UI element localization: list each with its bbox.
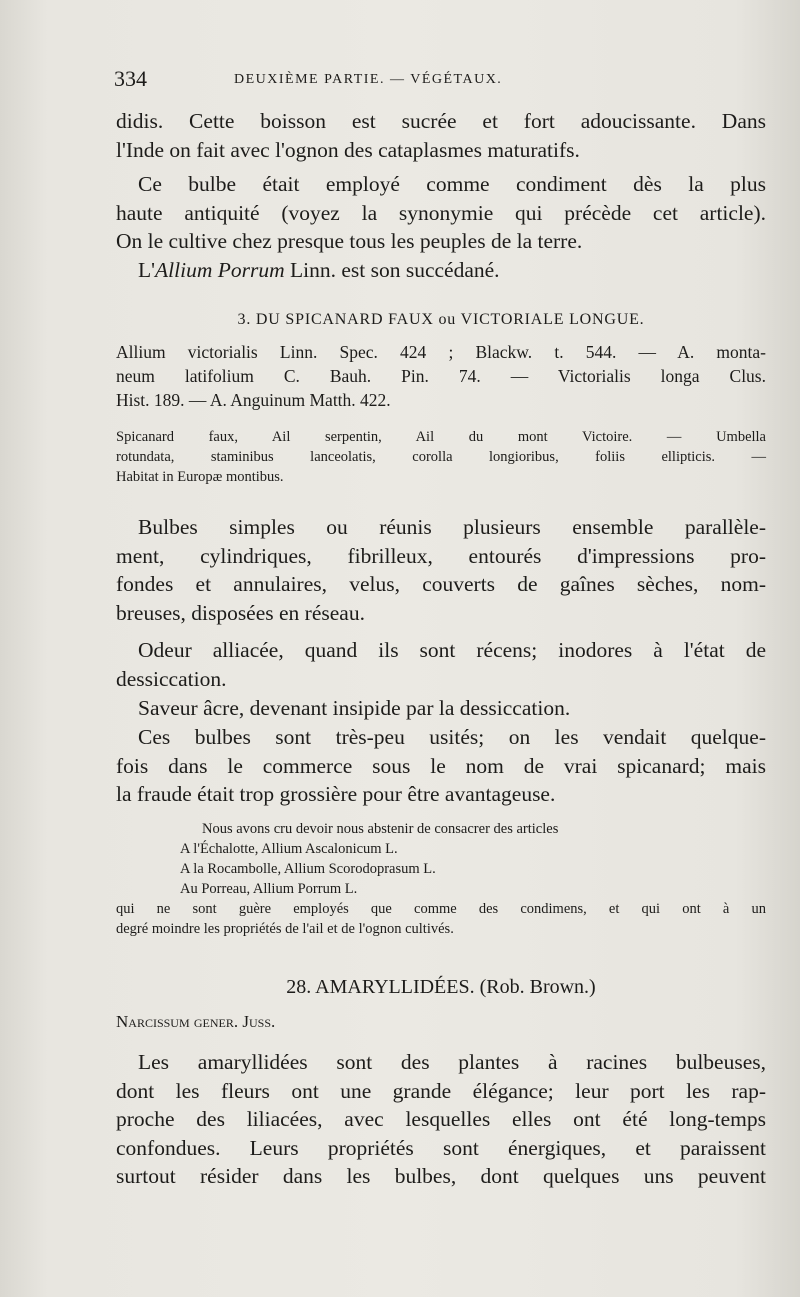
text-line: On le cultive chez presque tous les peuples de la terre. (116, 229, 583, 254)
paragraph-saveur: Saveur âcre, devenant insipide par la dessiccation. (138, 696, 571, 720)
text-line: Odeur alliacée, quand ils sont récens; inodores à l'état de (138, 638, 766, 662)
synonymy-line: neum latifolium C. Bauh. Pin. 74. — Victorialis longa Clus. (116, 366, 766, 386)
page-number: 334 (114, 66, 147, 91)
running-title: DEUXIÈME PARTIE. — VÉGÉTAUX. (234, 72, 503, 87)
paragraph-odeur (116, 636, 766, 693)
text-line: breuses, disposées en réseau. (116, 600, 365, 625)
paragraph-amaryllidees (116, 1048, 766, 1191)
paragraph-succedane (116, 256, 766, 285)
text-line: Ce bulbe était employé comme condiment dès la plus (138, 172, 766, 196)
latin-description (116, 427, 766, 487)
section-title: 3. DU SPICANARD FAUX ou VICTORIALE LONGUE. (237, 311, 645, 328)
paragraph-boisson (116, 107, 766, 164)
note-outro: degré moindre les propriétés de l'ail et de l'ognon cultivés. (116, 921, 454, 937)
paragraph-usage (116, 723, 766, 809)
note-item: A la Rocambolle, Allium Scorodoprasum L. (180, 861, 436, 877)
text-line: didis. Cette boisson est sucrée et fort adoucissante. Dans (116, 109, 766, 133)
family-title: 28. AMARYLLIDÉES. (Rob. Brown.) (286, 976, 596, 998)
text-line: proche des liliacées, avec lesquelles elles ont été long-temps (116, 1107, 766, 1132)
text-line: la fraude était trop grossière pour être avantageuse. (116, 782, 556, 807)
synonymy-line: Hist. 189. — A. Anguinum Matth. 422. (116, 390, 391, 410)
text-line: dessiccation. (116, 666, 227, 691)
text-line: fois dans le commerce sous le nom de vrai spicanard; mais (116, 753, 766, 778)
paragraph-antiquite (116, 170, 766, 256)
note-outro: qui ne sont guère employés que comme des condimens, et qui ont à un (116, 901, 766, 917)
text-line: Bulbes simples ou réunis plusieurs ensemble parallèle- (138, 515, 766, 539)
text-line: fondes et annulaires, velus, couverts de gaînes sèches, nom- (116, 572, 766, 597)
text-line: confondues. Leurs propriétés sont énergiques, et paraissent (116, 1135, 766, 1160)
genus-line: Narcissum gener. Juss. (116, 1012, 276, 1031)
text-line: dont les fleurs ont une grande élégance; leur port les rap- (116, 1078, 766, 1103)
species-name: Allium Porrum (155, 258, 285, 282)
synonymy-line: Allium victorialis Linn. Spec. 424 ; Blackw. t. 544. — A. monta- (116, 342, 766, 362)
text-line: l'Inde on fait avec l'ognon des cataplasmes maturatifs. (116, 137, 580, 162)
text-line: haute antiquité (voyez la synonymie qui précède cet article). (116, 200, 766, 225)
text-line: Les amaryllidées sont des plantes à racines bulbeuses, (138, 1050, 766, 1074)
note-intro: Nous avons cru devoir nous abstenir de consacrer des articles (202, 821, 559, 837)
note-item: Au Porreau, Allium Porrum L. (180, 881, 358, 897)
text-line: ment, cylindriques, fibrilleux, entourés d'impressions pro- (116, 543, 766, 568)
synonymy-block (116, 340, 766, 412)
description-line: rotundata, staminibus lanceolatis, corolla longioribus, foliis ellipticis. — (116, 449, 766, 465)
note-item: A l'Échalotte, Allium Ascalonicum L. (180, 841, 398, 857)
paragraph-bulbes (116, 513, 766, 627)
text-fragment: Linn. est son succédané. (284, 258, 500, 282)
description-line: Spicanard faux, Ail serpentin, Ail du mont Victoire. — Umbella (116, 429, 766, 445)
note-block (116, 819, 766, 939)
text-line: surtout résider dans les bulbes, dont quelques uns peuvent (116, 1164, 766, 1189)
text-fragment: L' (138, 258, 156, 282)
text-line: Ces bulbes sont très-peu usités; on les vendait quelque- (138, 725, 766, 749)
description-line: Habitat in Europæ montibus. (116, 469, 284, 485)
